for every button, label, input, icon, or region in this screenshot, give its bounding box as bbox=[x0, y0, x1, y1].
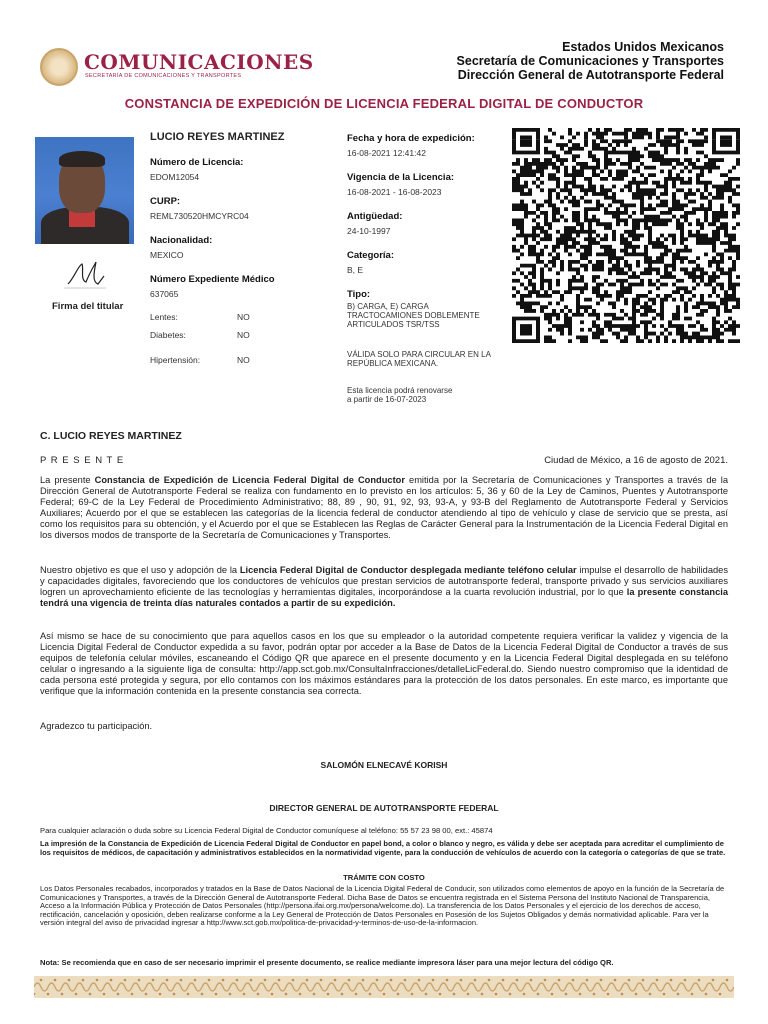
p1-text: La presente bbox=[40, 475, 95, 485]
type-line-3: ARTICULADOS TSR/TSS bbox=[347, 320, 440, 329]
hypertension-value: NO bbox=[237, 355, 250, 365]
header-line-3: Dirección General de Autotransporte Federal bbox=[457, 68, 724, 82]
validity-value: 16-08-2021 - 16-08-2023 bbox=[347, 187, 442, 197]
issued-label: Fecha y hora de expedición: bbox=[347, 133, 475, 144]
header-institution bbox=[457, 40, 724, 82]
category-value: B, E bbox=[347, 265, 364, 275]
validity-label: Vigencia de la Licencia: bbox=[347, 172, 455, 183]
validity-scope bbox=[347, 350, 491, 368]
addressee: C. LUCIO REYES MARTINEZ bbox=[40, 430, 182, 442]
diabetes-label: Diabetes: bbox=[150, 330, 186, 340]
nationality-label: Nacionalidad: bbox=[150, 235, 213, 246]
type-label: Tipo: bbox=[347, 289, 371, 300]
medical-record-value: 637065 bbox=[150, 289, 179, 299]
p2-text: Nuestro objetivo es que el uso y adopción de la bbox=[40, 565, 240, 575]
presente: P R E S E N T E bbox=[40, 455, 125, 466]
p1-bold: Constancia de Expedición de Licencia Federal Digital de Conductor bbox=[94, 475, 405, 485]
curp-value: REML730520HMCYRC04 bbox=[150, 211, 249, 221]
validity-scope-line-1: VÁLIDA SOLO PARA CIRCULAR EN LA bbox=[347, 350, 491, 359]
print-recommendation: Nota: Se recomienda que en caso de ser necesario imprimir el presente documento, se realice mediante impresora láser para una mejor lectura del código QR. bbox=[40, 958, 614, 967]
renewal-line-2: a partir de 16-07-2023 bbox=[347, 395, 427, 404]
lenses-value: NO bbox=[237, 312, 250, 322]
document-title: CONSTANCIA DE EXPEDICIÓN DE LICENCIA FEDERAL DIGITAL DE CONDUCTOR bbox=[124, 96, 644, 111]
cost-notice: TRÁMITE CON COSTO bbox=[343, 873, 425, 882]
curp-label: CURP: bbox=[150, 196, 181, 207]
signature-image bbox=[60, 258, 110, 294]
seniority-label: Antigüedad: bbox=[347, 211, 403, 222]
header-line-1: Estados Unidos Mexicanos bbox=[562, 40, 724, 54]
license-number-label: Número de Licencia: bbox=[150, 157, 244, 168]
signer-name: SALOMÓN ELNECAVÉ KORISH bbox=[320, 760, 448, 770]
holder-name: LUCIO REYES MARTINEZ bbox=[150, 131, 285, 143]
p1-text-2: emitida por la Secretaría de Comunicaciones y Transportes a través de la Dirección General de Autotransporte Federal se realiza con fundamento en lo previsto en los artículos: 5, 36 y 60 de la Ley de Caminos, Puentes y Autotransporte Federal; 69-C de la Ley Federal de Procedimiento Administrativo; 88, 89 , 90, 91, 92, 93, 93-A, y 93-B del Reglamento de Autotransporte Federal y Servicios Auxiliares; Acuerdo por el que se establecen las categorías de la licencia federal de conductor atendiendo al tipo de vehículo y clase de servicio que se presta, así como los requisitos para su obtención, y el Acuerdo por el que se Establecen las Reglas de Carácter General para la Instrumentación de la Licencia Federal Digital en los diversos modos de transporte de la Secretaría de Comunicaciones y Transportes. bbox=[40, 475, 728, 540]
p2-bold-2: la presente constancia tendrá una vigencia de treinta días naturales contados a partir de su expedición. bbox=[40, 586, 729, 608]
category-label: Categoría: bbox=[347, 250, 394, 261]
paragraph-objective bbox=[40, 565, 728, 609]
hypertension-label: Hipertensión: bbox=[150, 355, 201, 365]
type-line-2: TRACTOCAMIONES DOBLEMENTE bbox=[347, 311, 480, 320]
header-line-2: Secretaría de Comunicaciones y Transportes bbox=[456, 54, 724, 68]
type-value bbox=[347, 302, 480, 329]
privacy-notice: Los Datos Personales recabados, incorporados y tratados en la Base de Datos Nacional de la Licencia Digital Federal de Conducir, son utilizados como elementos de apoyo en la función de la Secretaría de Comunicaciones y Transportes, a través de la Dirección General de Autotransporte Federal. Dicha Base de Datos se encuentra registrada en el Sistema Persona del Instituto Nacional de Transparencia, Acceso a la Información Pública y Protección de Datos Personales (http://persona.ifai.org.mx/persona/welcome.do). La transferencia de los Datos Personales y el ejercicio de los derechos de acceso, rectificación, cancelación y oposición, deben realizarse conforme a la Ley General de Protección de Datos Personales en Posesión de los Sujetos Obligados y demás normatividad aplicable. Para ver la versión integral del aviso de privacidad ingresar a http://www.sct.gob.mx/politica-de-privacidad-y-terminos-de-uso-de-la-informacion. bbox=[40, 884, 725, 928]
license-number: EDOM12054 bbox=[150, 172, 200, 182]
p2-bold: Licencia Federal Digital de Conductor desplegada mediante teléfono celular bbox=[239, 565, 577, 575]
logo-subtitle: SECRETARÍA DE COMUNICACIONES Y TRANSPORTES bbox=[85, 73, 242, 79]
paragraph-legal-basis bbox=[40, 475, 728, 540]
qr-code bbox=[512, 128, 740, 343]
paragraph-verification: Así mismo se hace de su conocimiento que para aquellos casos en los que su empleador o la autoridad competente requiera verificar la validez y vigencia de la Licencia Digital Federal de Conductor expedida a su favor, podrán optar por acceder a la Base de Datos de la Licencia Federal Digital de Conductor a través de sus equipos de telefonía celular móviles, escaneando el Código QR que aparece en el presente documento y en la Licencia Federal Digital desplegada en su teléfono celular o ingresando a la siguiente liga de consulta: http://app.sct.gob.mx/ConsultaInfracciones/detalleLicFederal.do. Siendo nuestro compromiso que la identidad de cada persona esté protegida y segura, por ello contamos con los máximos estándares para la protección de los datos personales. En este marco, es importante que verifique que la información contenida en la presente constancia sea correcta. bbox=[40, 631, 728, 696]
nationality-value: MEXICO bbox=[150, 250, 184, 260]
issued-value: 16-08-2021 12:41:42 bbox=[347, 148, 426, 158]
decorative-footer-band bbox=[34, 976, 734, 998]
renewal-note bbox=[347, 386, 452, 404]
p2-text-2: impulse el desarrollo de habilidades y capacidades digitales, favoreciendo que los conductores de vehículos que prestan servicios de autotransporte federal, transporte privado y sus servicios auxiliares logren un aprovechamiento eficiente de las tecnologías y herramientas digitales, incorporándose a la cuarta revolución industrial, por lo que bbox=[40, 565, 728, 597]
logo-title: COMUNICACIONES bbox=[84, 50, 314, 74]
renewal-line-1: Esta licencia podrá renovarse bbox=[347, 386, 453, 395]
validity-scope-line-2: REPÚBLICA MEXICANA. bbox=[347, 359, 439, 368]
diabetes-value: NO bbox=[237, 330, 250, 340]
seniority-value: 24-10-1997 bbox=[347, 226, 391, 236]
sct-seal-logo bbox=[40, 48, 78, 86]
print-validity-note: La impresión de la Constancia de Expedición de Licencia Federal Digital de Conductor en papel bond, a color o blanco y negro, es válida y debe ser aceptada para acreditar el cumplimiento de los requisitos de médicos, de capacitación y administrativos establecidos en la normatividad vigente, para la conducción de vehículos de acuerdo con la categoría o categorías de que se trate. bbox=[40, 839, 726, 857]
lenses-label: Lentes: bbox=[150, 312, 178, 322]
signer-title: DIRECTOR GENERAL DE AUTOTRANSPORTE FEDERAL bbox=[269, 803, 499, 813]
thanks: Agradezco tu participación. bbox=[40, 721, 153, 731]
medical-record-label: Número Expediente Médico bbox=[150, 274, 275, 285]
contact-line: Para cualquier aclaración o duda sobre su Licencia Federal Digital de Conductor comuníquese al teléfono: 55 57 23 98 00, ext.: 45874 bbox=[40, 826, 493, 835]
signature-label: Firma del titular bbox=[52, 301, 124, 312]
type-line-1: B) CARGA, E) CARGA bbox=[347, 302, 429, 311]
holder-photo bbox=[35, 137, 134, 244]
place-date: Ciudad de México, a 16 de agosto de 2021. bbox=[544, 455, 728, 466]
